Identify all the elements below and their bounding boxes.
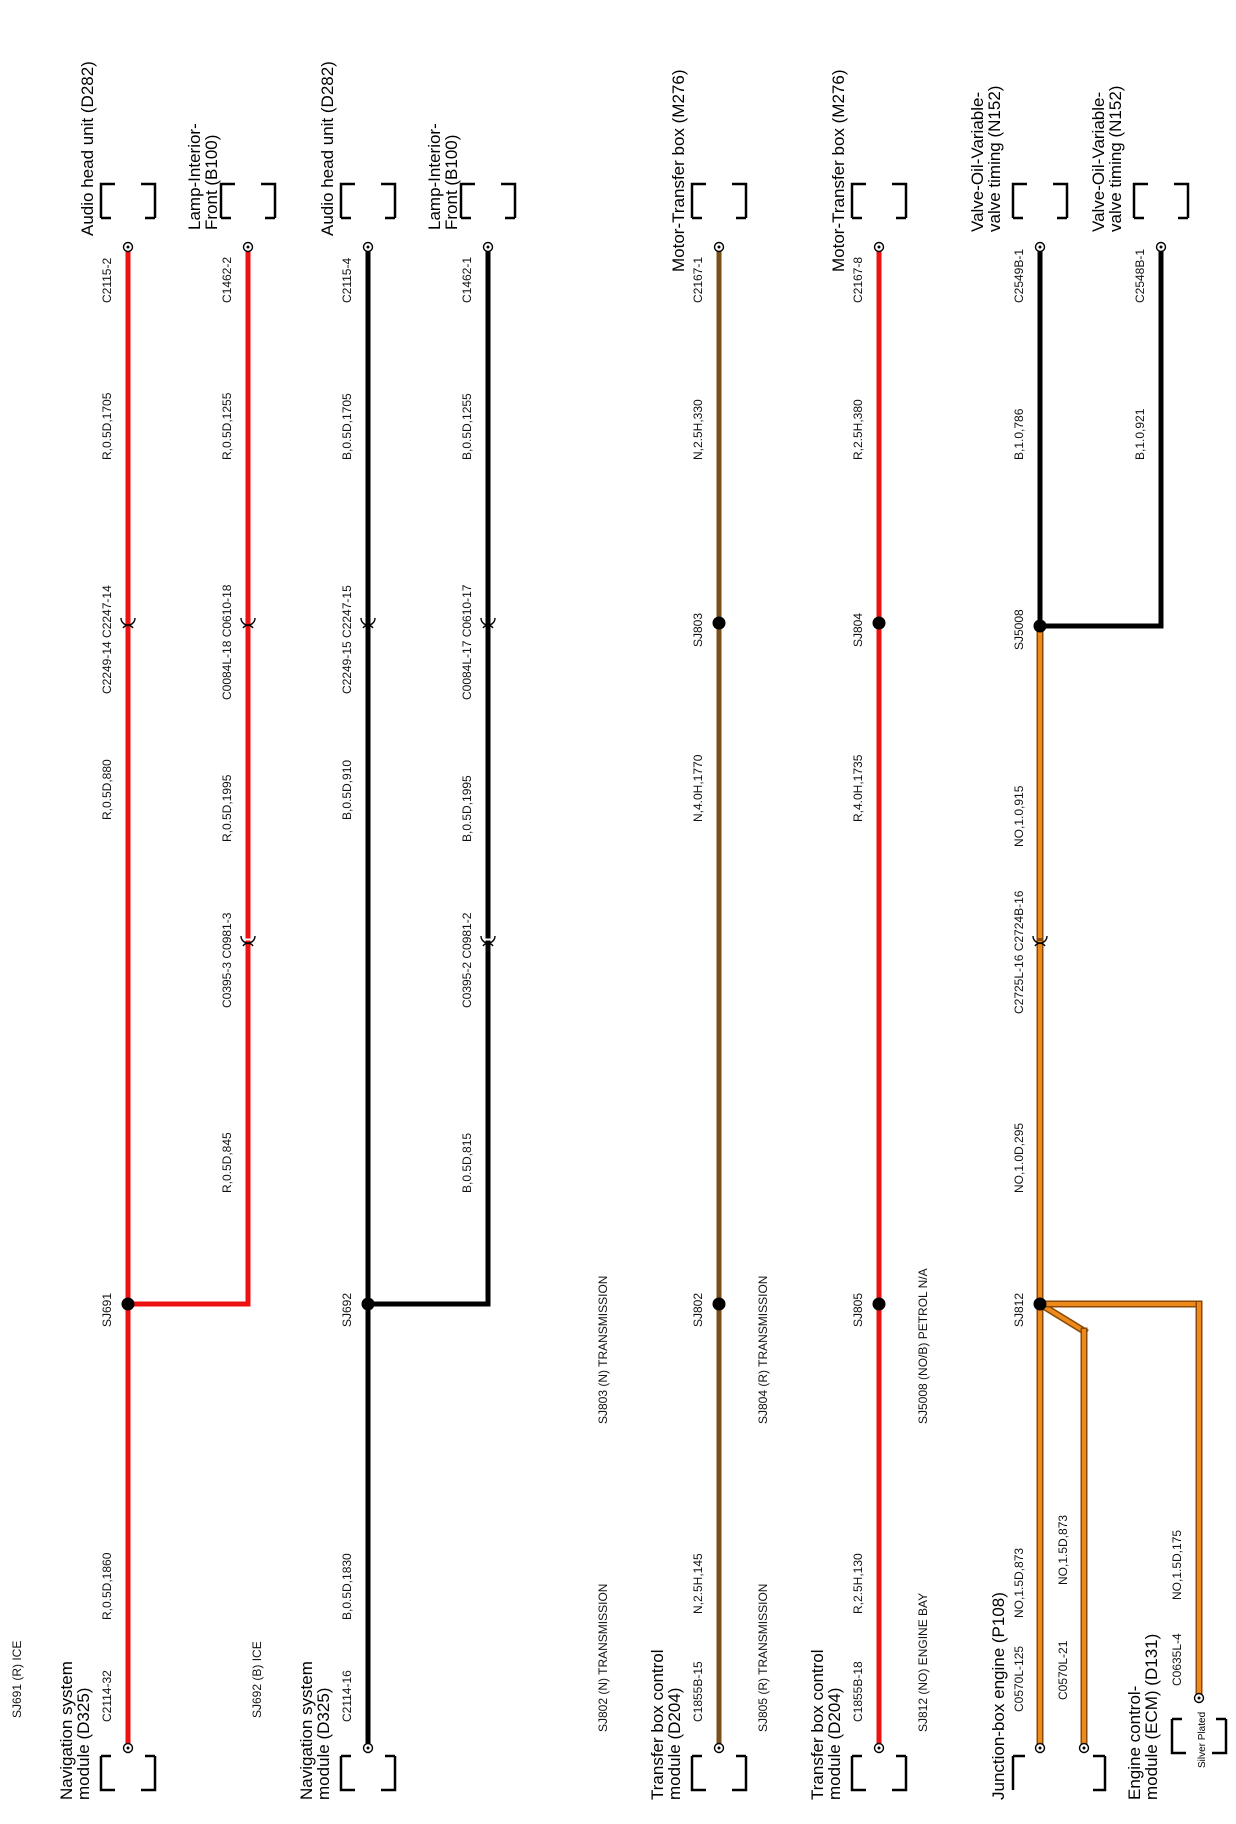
footer-note-2: SJ692 (B) ICE — [250, 1641, 264, 1718]
c5-pin-jb-21-center — [1083, 1747, 1086, 1750]
c5-ecm-pin-label: C0635L-4 — [1170, 1633, 1184, 1686]
c3-wire-label-3: N,2.5H,330 — [691, 399, 705, 460]
c2-lamp-module-subtitle: Front (B100) — [442, 134, 461, 230]
c2-lamp-module-title: Lamp-Interior- — [425, 123, 444, 230]
c5-ecm-module-subtitle: module (ECM) (D131) — [1142, 1633, 1161, 1800]
c1-splice-dot — [122, 1298, 135, 1311]
footer-note-8: SJ5008 (NO/B) PETROL N/A — [916, 1268, 930, 1424]
footer-note-4: SJ803 (N) TRANSMISSION — [596, 1275, 610, 1424]
c4-pin-motor-center — [878, 246, 881, 249]
c3-tcm-module-subtitle: module (D204) — [665, 1687, 684, 1800]
c2-nav-pin-label: C2114-16 — [340, 1670, 354, 1722]
c2-nav-module-box — [341, 1756, 395, 1790]
c4-splice-upper-dot — [873, 617, 886, 630]
c5-junction-box-module-box — [1013, 1756, 1105, 1790]
c5-wire-label-4: NO,1.0D,295 — [1012, 1122, 1026, 1193]
c4-tcm-module-title: Transfer box control — [808, 1649, 827, 1800]
c3-motor-module-box — [692, 184, 746, 218]
c1-wire-label-2: R,0.5D,880 — [100, 759, 114, 820]
c2-wire-label-5: B,0.5D,1995 — [460, 775, 474, 842]
c2-nav-module-title: Navigation system — [297, 1661, 316, 1800]
c1-connector-label-1: C2249-14 C2247-14 — [100, 585, 114, 694]
c5-splice-sj812-label: SJ812 — [1012, 1292, 1026, 1327]
c1-connector-label-2: C0395-3 C0981-3 — [220, 912, 234, 1008]
c5-wire-label-6: B,1.0,786 — [1012, 408, 1026, 460]
c2-connector-label-3: C0084L-17 C0610-17 — [460, 584, 474, 700]
c1-audio-pin-label: C2115-2 — [100, 257, 114, 303]
c2-pin-lamp-center — [487, 246, 490, 249]
c5-splice-sj5008-dot — [1034, 620, 1047, 633]
c1-nav-pin-label: C2114-32 — [100, 1670, 114, 1722]
c4-wire-label-1: R,2.5H,130 — [851, 1553, 865, 1614]
c3-splice-lower-dot — [713, 1298, 726, 1311]
c3-motor-pin-label: C2167-1 — [691, 256, 705, 303]
c1-pin-nav-center — [127, 1747, 130, 1750]
c1-nav-module-subtitle: module (D325) — [74, 1687, 93, 1800]
c3-splice-upper-dot — [713, 617, 726, 630]
c2-wire-label-1: B,0.5D,1830 — [340, 1553, 354, 1620]
c5-vvt1-module-box — [1013, 184, 1067, 218]
c3-pin-motor-center — [718, 246, 721, 249]
c2-connector-label-1: C2249-15 C2247-15 — [340, 585, 354, 694]
c1-wire-label-1: R,0.5D,1860 — [100, 1552, 114, 1620]
c5-wire-jb2a — [1040, 1304, 1084, 1331]
c5-connector-label-1: C2725L-16 C2724B-16 — [1012, 890, 1026, 1014]
c3-splice-lower-label: SJ802 — [691, 1292, 705, 1327]
c5-splice-sj5008-label: SJ5008 — [1012, 609, 1026, 650]
c5-wire-label-1: NO,1.5D,873 — [1012, 1547, 1026, 1618]
c1-audio-module-box — [101, 184, 155, 218]
c1-pin-lamp-center — [247, 246, 250, 249]
c2-wire-label-3: B,0.5D,1705 — [340, 393, 354, 460]
c3-splice-upper-label: SJ803 — [691, 612, 705, 647]
c5-vvt1-module-title: Valve-Oil-Variable- — [968, 91, 987, 232]
c4-tcm-module-subtitle: module (D204) — [825, 1687, 844, 1800]
footer-note-7: SJ812 (NO) ENGINE BAY — [916, 1592, 930, 1732]
c1-nav-module-title: Navigation system — [57, 1661, 76, 1800]
c4-wire-label-3: R,2.5H,380 — [851, 399, 865, 460]
c5-splice-sj812-dot — [1034, 1298, 1047, 1311]
footer-note-5: SJ805 (R) TRANSMISSION — [756, 1583, 770, 1732]
c5-vvt1-pin-label: C2549B-1 — [1012, 248, 1026, 303]
c5-pin-vvt1-center — [1039, 246, 1042, 249]
c5-vvt2-module-box — [1134, 184, 1188, 218]
c5-jb-pin-label-2: C0570L-21 — [1056, 1640, 1070, 1700]
c3-tcm-module-title: Transfer box control — [648, 1649, 667, 1800]
c5-vvt2-pin-label: C2548B-1 — [1133, 248, 1147, 303]
c1-wire-label-4: R,0.5D,845 — [220, 1132, 234, 1193]
c2-connector-label-2: C0395-2 C0981-2 — [460, 912, 474, 1008]
c3-tcm-pin-label: C1855B-15 — [691, 1661, 705, 1722]
c2-nav-module-subtitle: module (D325) — [314, 1687, 333, 1800]
c4-pin-tcm-center — [878, 1747, 881, 1750]
c4-tcm-pin-label: C1855B-18 — [851, 1661, 865, 1722]
c4-tcm-module-box — [852, 1756, 906, 1790]
c4-wire-label-2: R,4.0H,1735 — [851, 754, 865, 822]
c5-pin-vvt2-center — [1160, 246, 1163, 249]
c2-lamp-module-box — [461, 184, 515, 218]
c3-tcm-module-box — [692, 1756, 746, 1790]
c5-vvt2-module-subtitle: valve timing (N152) — [1106, 85, 1125, 232]
c1-pin-audio-center — [127, 246, 130, 249]
footer-note-3: SJ802 (N) TRANSMISSION — [596, 1583, 610, 1732]
c1-nav-module-box — [101, 1756, 155, 1790]
c3-wire-label-2: N,4.0H,1770 — [691, 754, 705, 822]
c1-wire-label-3: R,0.5D,1705 — [100, 392, 114, 460]
c2-audio-module-title: Audio head unit (D282) — [318, 61, 337, 236]
c2-lamp-pin-label: C1462-1 — [460, 256, 474, 303]
c5-vvt2-module-title: Valve-Oil-Variable- — [1089, 91, 1108, 232]
c2-pin-nav-center — [367, 1747, 370, 1750]
c5-wire-label-7: B,1.0,921 — [1133, 408, 1147, 460]
c2-audio-module-box — [341, 184, 395, 218]
c5-vvt1-module-subtitle: valve timing (N152) — [985, 85, 1004, 232]
c1-lamp-pin-label: C1462-2 — [220, 256, 234, 303]
c5-ecm-note: Silver Plated — [1197, 1711, 1208, 1768]
c5-pin-ecm-center — [1198, 1697, 1201, 1700]
c1-connector-label-3: C0084L-18 C0610-18 — [220, 584, 234, 700]
c1-splice-label: SJ691 — [100, 1292, 114, 1327]
c5-jb-module-title: Junction-box engine (P108) — [989, 1592, 1008, 1800]
c2-splice-label: SJ692 — [340, 1292, 354, 1327]
c2-audio-pin-label: C2115-4 — [340, 257, 354, 303]
footer-note-1: SJ691 (R) ICE — [10, 1640, 24, 1718]
c1-lamp-module-subtitle: Front (B100) — [202, 134, 221, 230]
c2-pin-audio-center — [367, 246, 370, 249]
c2-splice-dot — [362, 1298, 375, 1311]
c2-wire-label-6: B,0.5D,1255 — [460, 393, 474, 460]
c4-motor-pin-label: C2167-8 — [851, 256, 865, 303]
c1-lamp-module-box — [221, 184, 275, 218]
c2-wire-label-2: B,0.5D,910 — [340, 759, 354, 820]
c5-jb-pin-label-1: C0570L-125 — [1012, 1645, 1026, 1712]
c4-splice-lower-dot — [873, 1298, 886, 1311]
c4-splice-upper-label: SJ804 — [851, 612, 865, 647]
c5-wire-label-2: NO,1.5D,873 — [1056, 1514, 1070, 1585]
c3-wire-label-1: N,2.5H,145 — [691, 1553, 705, 1614]
c5-wire-label-3: NO,1.5D,175 — [1170, 1529, 1184, 1600]
c2-wire-label-4: B,0.5D,815 — [460, 1132, 474, 1193]
c5-wire-label-5: NO,1.0,915 — [1012, 785, 1026, 847]
c5-ecm-module-title: Engine control- — [1125, 1685, 1144, 1800]
c1-wire-label-6: R,0.5D,1255 — [220, 392, 234, 460]
c5-pin-jb-125-center — [1039, 1747, 1042, 1750]
c4-motor-module-box — [852, 184, 906, 218]
c4-motor-module-title: Motor-Transfer box (M276) — [829, 69, 848, 272]
c3-motor-module-title: Motor-Transfer box (M276) — [669, 69, 688, 272]
c3-pin-tcm-center — [718, 1747, 721, 1750]
c1-lamp-module-title: Lamp-Interior- — [185, 123, 204, 230]
footer-note-6: SJ804 (R) TRANSMISSION — [756, 1275, 770, 1424]
c1-wire-label-5: R,0.5D,1995 — [220, 774, 234, 842]
c1-audio-module-title: Audio head unit (D282) — [78, 61, 97, 236]
c4-splice-lower-label: SJ805 — [851, 1292, 865, 1327]
